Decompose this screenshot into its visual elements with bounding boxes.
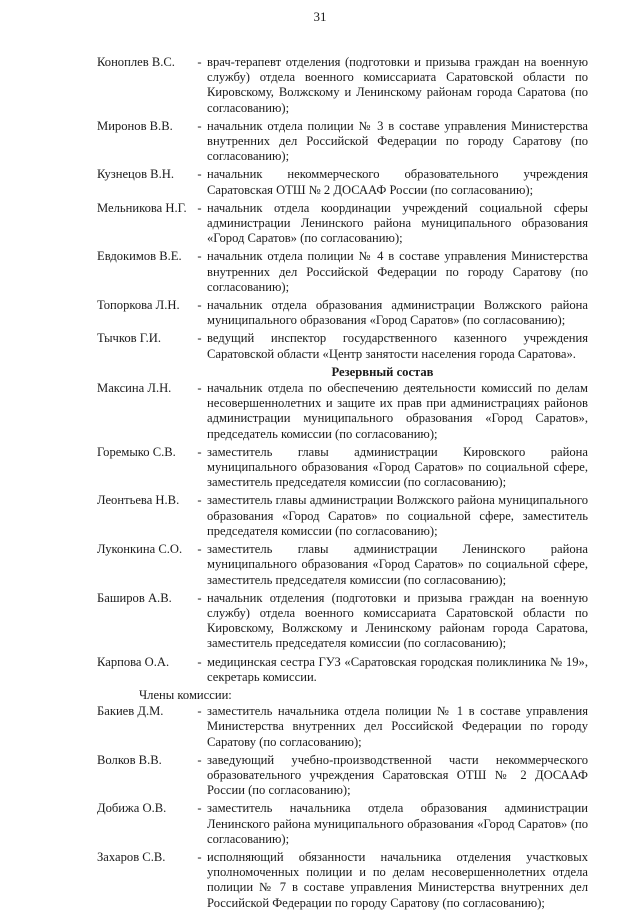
dash-separator: - <box>197 801 202 816</box>
reserve-section-title: Резервный состав <box>331 364 434 379</box>
person-name: Евдокимов В.Е. <box>97 249 182 264</box>
person-name: Волков В.В. <box>97 752 162 767</box>
person-role: начальник отдела полиции № 3 в составе управления Министерства внутренних дел Российской Федерации по городу Саратову (по согласованию); <box>207 118 588 164</box>
list-item <box>97 298 588 328</box>
dash-separator: - <box>197 249 202 264</box>
dash-separator: - <box>197 654 202 669</box>
list-item <box>97 201 588 247</box>
person-name: Добижа О.В. <box>97 801 167 816</box>
person-role: начальник некоммерческого образовательного учреждения Саратовская ОТШ № 2 ДОСААФ России (по согласованию); <box>207 167 588 197</box>
page-number: 31 <box>313 9 327 24</box>
person-role: ведущий инспектор государственного казенного учреждения Саратовской области «Центр занятости населения города Саратова». <box>207 331 588 361</box>
person-name: Леонтьева Н.В. <box>97 493 180 508</box>
list-item <box>97 704 588 750</box>
person-name: Топоркова Л.Н. <box>97 298 180 313</box>
person-role: заместитель начальника отдела полиции № 1 в составе управления Министерства внутренних дел Российской Федерации по городу Саратову (по согласованию); <box>207 704 588 749</box>
person-role: заместитель главы администрации Волжского района муниципального образования «Город Саратов» по социальной сфере, заместитель председателя комиссии (по согласованию); <box>207 493 588 538</box>
list-item <box>97 445 588 491</box>
person-role: исполняющий обязанности начальника отделения участковых уполномоченных полиции и по делам несовершеннолетних отдела полиции № 7 в составе управления Министерства внутренних дел Российской Федерации по городу Саратову (по согласованию); <box>207 849 588 910</box>
dash-separator: - <box>197 493 202 508</box>
list-item <box>97 655 588 685</box>
person-role: начальник отдела полиции № 4 в составе управления Министерства внутренних дел Российской Федерации по городу Саратову (по согласованию); <box>207 249 588 294</box>
person-name: Горемыко С.В. <box>97 444 176 459</box>
list-item <box>97 119 588 165</box>
person-name: Бакиев Д.М. <box>97 704 164 719</box>
person-role: начальник отделения (подготовки и призыва граждан на военную службу) отдела военного комиссариата Саратовской области по Кировскому, Волжскому и Ленинскому районам города Саратова, заместитель председателя комиссии (по согласованию); <box>207 590 588 651</box>
dash-separator: - <box>197 752 202 767</box>
list-item <box>97 167 588 197</box>
person-name: Коноплев В.С. <box>97 55 175 69</box>
list-item <box>97 753 588 799</box>
list-item <box>97 542 588 588</box>
list-item <box>97 591 588 652</box>
person-role: врач-терапевт отделения (подготовки и призыва граждан на военную службу) отдела военного комиссариата Саратовской области по Кировскому, Волжскому и Ленинскому районам города Саратова (по согласованию); <box>207 55 588 115</box>
person-name: Карпова О.А. <box>97 654 170 669</box>
dash-separator: - <box>197 298 202 313</box>
dash-separator: - <box>197 118 202 133</box>
dash-separator: - <box>197 849 202 864</box>
person-role: заведующий учебно-производственной части некоммерческого образовательного учреждения Саратовская ОТШ № 2 ДОСААФ России (по согласованию); <box>207 752 588 798</box>
person-role: начальник отдела координации учреждений социальной сферы администрации Ленинского района муниципального образования «Город Саратов» (по согласованию); <box>207 200 588 246</box>
dash-separator: - <box>197 331 202 346</box>
person-name: Баширов А.В. <box>97 590 172 605</box>
person-name: Кузнецов В.Н. <box>97 167 174 182</box>
list-item <box>97 55 588 116</box>
dash-separator: - <box>197 704 202 719</box>
person-name: Захаров С.В. <box>97 849 166 864</box>
list-item <box>97 331 588 361</box>
list-item <box>97 249 588 295</box>
person-role: заместитель начальника отдела образования администрации Ленинского района муниципального образования «Город Саратов» (по согласованию); <box>207 801 588 846</box>
dash-separator: - <box>197 542 202 557</box>
list-item <box>97 850 588 911</box>
person-name: Мельникова Н.Г. <box>97 200 187 215</box>
person-role: медицинская сестра ГУЗ «Саратовская городская поликлиника № 19», секретарь комиссии. <box>207 654 588 684</box>
list-item <box>97 801 588 847</box>
person-role: начальник отдела образования администрации Волжского района муниципального образования «Город Саратов» (по согласованию); <box>207 298 588 328</box>
person-role: начальник отдела по обеспечению деятельности комиссий по делам несовершеннолетних и защите их прав при администрациях районов администрации муниципального образования «Город Саратов», председатель комиссии (по согласованию); <box>207 381 588 441</box>
dash-separator: - <box>197 200 202 215</box>
person-name: Луконкина С.О. <box>97 542 183 557</box>
person-name: Тычков Г.И. <box>97 331 161 346</box>
dash-separator: - <box>197 55 202 69</box>
dash-separator: - <box>197 167 202 182</box>
list-item <box>97 381 588 442</box>
members-section-title: Члены комиссии: <box>139 687 232 702</box>
person-name: Миронов В.В. <box>97 118 173 133</box>
dash-separator: - <box>197 444 202 459</box>
dash-separator: - <box>197 381 202 396</box>
list-item <box>97 493 588 539</box>
dash-separator: - <box>197 590 202 605</box>
person-role: заместитель главы администрации Кировского района муниципального образования «Город Саратов» по социальной сфере, заместитель председателя комиссии (по согласованию); <box>207 444 588 490</box>
document-body <box>97 55 588 914</box>
person-name: Максина Л.Н. <box>97 381 172 396</box>
person-role: заместитель главы администрации Ленинского района муниципального образования «Город Саратов» по социальной сфере, заместитель председателя комиссии (по согласованию); <box>207 542 588 587</box>
